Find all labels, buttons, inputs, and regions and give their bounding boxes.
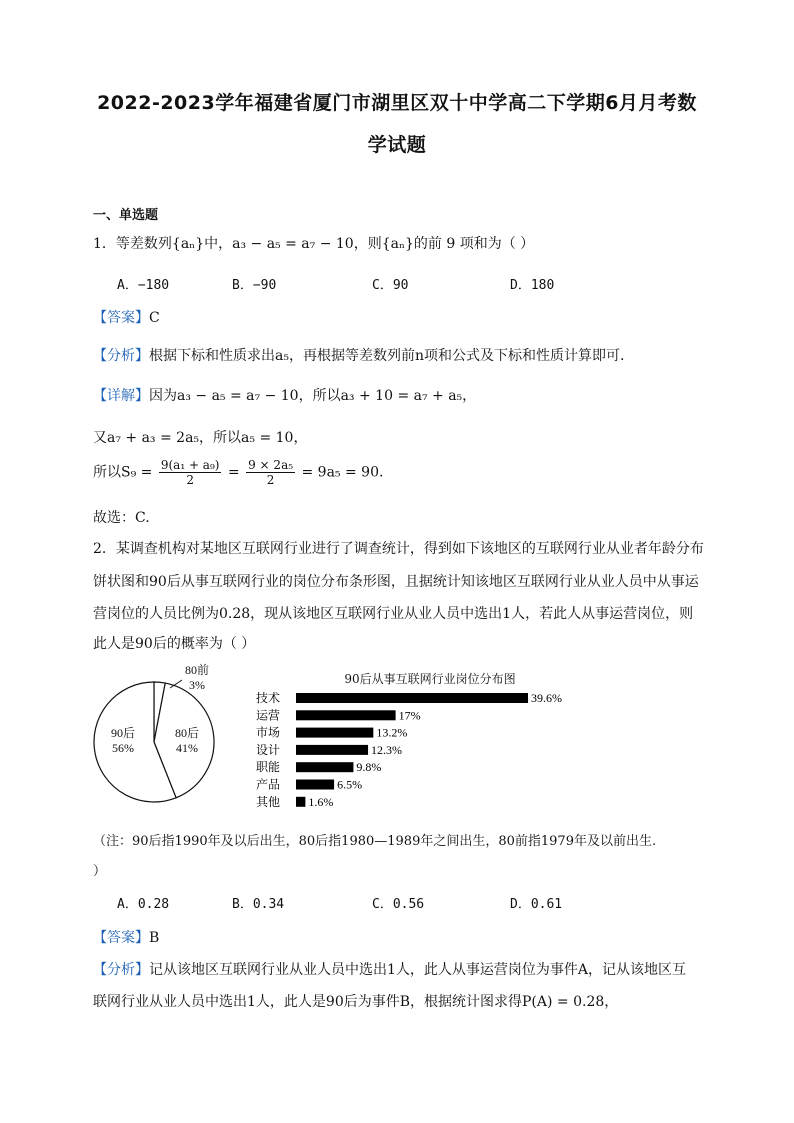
section-heading: 一、单选题 bbox=[93, 208, 159, 223]
bar-value-label-1: 17% bbox=[398, 708, 421, 723]
analysis-tag: 【分析】 bbox=[93, 962, 149, 978]
bar-category-label-1: 运营 bbox=[256, 708, 281, 723]
bar-chart-title: 90后从事互联网行业岗位分布图 bbox=[344, 672, 516, 686]
q2-note-2: ） bbox=[93, 864, 107, 879]
q1-option-b: B．−90 bbox=[232, 278, 277, 293]
fraction-2 bbox=[246, 458, 295, 487]
pie-label-80qian-name: 80前 bbox=[184, 663, 209, 677]
q2-analysis-2: 联网行业从业人员中选出1人，此人是90后为事件B，根据统计图求得P(A) = 0.28， bbox=[93, 994, 619, 1010]
q2-stem-2: 饼状图和90后从事互联网行业的岗位分布条形图，且据统计知该地区互联网行业从业人员中从事运 bbox=[93, 574, 699, 590]
q1-conclusion: 故选：C. bbox=[93, 510, 150, 526]
pie-label-80qian bbox=[170, 661, 224, 693]
answer-tag: 【答案】 bbox=[93, 310, 149, 326]
q2-option-d: D．0.61 bbox=[510, 897, 563, 912]
doc-title-line1: 2022-2023学年福建省厦门市湖里区双十中学高二下学期6月月考数 bbox=[97, 92, 697, 114]
bar-category-label-3: 设计 bbox=[256, 742, 281, 757]
pie-label-90hou-value: 56% bbox=[112, 741, 134, 755]
bar-6 bbox=[296, 797, 305, 807]
pie-label-80hou-value: 41% bbox=[176, 741, 198, 755]
q1-detail-1 bbox=[93, 385, 476, 405]
q2-option-a: A．0.28 bbox=[117, 897, 170, 912]
q1-option-d: D．180 bbox=[510, 278, 555, 293]
detail-text: 因为a₃ − a₅ = a₇ − 10，所以a₃ + 10 = a₇ + a₅， bbox=[149, 388, 477, 404]
q1-stem: 1．等差数列{aₙ}中，a₃ − a₅ = a₇ − 10，则{aₙ}的前 9 项和为（ ） bbox=[93, 236, 535, 252]
answer-value: B bbox=[149, 930, 160, 946]
bar-1 bbox=[296, 710, 396, 720]
bar-category-label-6: 其他 bbox=[256, 794, 281, 809]
q1-detail-2: 又a₇ + a₃ = 2a₅，所以a₅ = 10， bbox=[93, 430, 308, 446]
bar-category-label-4: 职能 bbox=[256, 760, 281, 775]
q2-note-1: （注：90后指1990年及以后出生，80后指1980—1989年之间出生，80前指1979年及以前出生. bbox=[93, 834, 657, 849]
bar-value-label-2: 13.2% bbox=[376, 725, 408, 740]
q2-stem-1: 2．某调查机构对某地区互联网行业进行了调查统计，得到如下该地区的互联网行业从业者年龄分布 bbox=[93, 541, 704, 557]
bar-2 bbox=[296, 728, 373, 738]
fraction-1 bbox=[159, 458, 222, 487]
q1-option-a: A．−180 bbox=[117, 278, 170, 293]
q1-option-c: C．90 bbox=[372, 278, 409, 293]
bar-category-label-0: 技术 bbox=[256, 691, 281, 705]
equals-sign: = bbox=[227, 464, 240, 481]
q2-stem-3: 营岗位的人员比例为0.28，现从该地区互联网行业从业人员中选出1人，若此人从事运营岗位，则 bbox=[93, 606, 694, 622]
pie-label-80hou-name: 80后 bbox=[174, 726, 199, 740]
fraction-2-denominator: 2 bbox=[266, 473, 275, 487]
pie-label-90hou-name: 90后 bbox=[110, 726, 135, 740]
fraction-1-numerator: 9(a₁ + a₉) bbox=[160, 458, 220, 472]
answer-value: C bbox=[149, 310, 160, 326]
bar-3 bbox=[296, 745, 368, 755]
bar-value-label-6: 1.6% bbox=[308, 794, 334, 809]
detail3-pre: 所以S₉ = bbox=[93, 464, 153, 481]
bar-category-label-5: 产品 bbox=[256, 777, 281, 792]
q2-option-b: B．0.34 bbox=[232, 897, 285, 912]
detail3-post: = 9a₅ = 90. bbox=[301, 464, 384, 481]
q1-answer bbox=[93, 307, 160, 327]
bar-value-label-0: 39.6% bbox=[531, 691, 562, 705]
job-bar-chart bbox=[256, 688, 596, 812]
analysis-text: 根据下标和性质求出a₅，再根据等差数列前n项和公式及下标和性质计算即可. bbox=[149, 348, 625, 364]
q2-stem-4: 此人是90后的概率为（ ） bbox=[93, 636, 256, 652]
fraction-2-numerator: 9 × 2a₅ bbox=[248, 458, 294, 472]
q2-analysis-1 bbox=[93, 959, 686, 979]
bar-chart-bars bbox=[256, 690, 562, 809]
detail-tag: 【详解】 bbox=[93, 388, 149, 404]
bar-value-label-3: 12.3% bbox=[371, 742, 403, 757]
bar-0 bbox=[296, 693, 528, 703]
q2-answer bbox=[93, 927, 159, 947]
bar-5 bbox=[296, 780, 334, 790]
pie-label-80hou bbox=[160, 724, 214, 756]
answer-tag: 【答案】 bbox=[93, 930, 149, 946]
bar-value-label-4: 9.8% bbox=[356, 760, 382, 775]
bar-4 bbox=[296, 762, 353, 772]
bar-category-label-2: 市场 bbox=[256, 725, 281, 740]
pie-label-80qian-value: 3% bbox=[189, 678, 205, 692]
q1-analysis bbox=[93, 345, 624, 365]
fraction-1-denominator: 2 bbox=[186, 473, 194, 487]
q1-detail-3 bbox=[93, 458, 383, 487]
bar-value-label-5: 6.5% bbox=[337, 777, 363, 792]
q2-option-c: C．0.56 bbox=[372, 897, 425, 912]
analysis-tag: 【分析】 bbox=[93, 348, 149, 364]
analysis-text: 记从该地区互联网行业从业人员中选出1人，此人从事运营岗位为事件A，记从该地区互 bbox=[149, 962, 687, 978]
doc-title-line2: 学试题 bbox=[367, 134, 427, 156]
pie-label-90hou bbox=[96, 724, 150, 756]
